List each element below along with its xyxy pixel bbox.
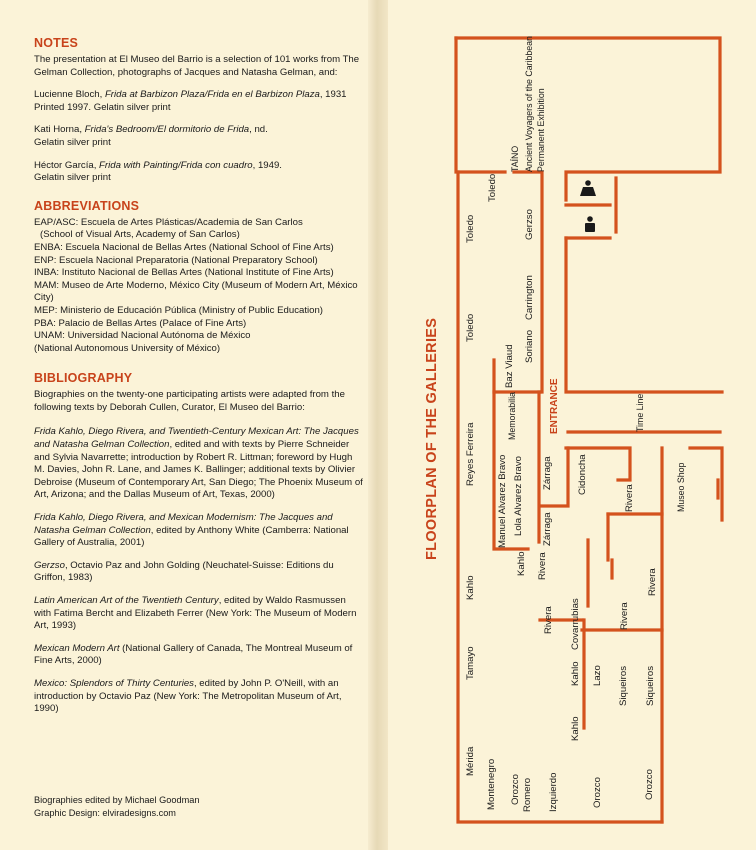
abbreviation-item: (School of Visual Arts, Academy of San Carlos) bbox=[40, 229, 240, 241]
artist-label: Manuel Alvarez Bravo bbox=[497, 454, 508, 548]
artist-label: Montenegro bbox=[486, 758, 497, 810]
artist-label: Orozco bbox=[592, 777, 603, 808]
museo-shop-label: Museo Shop bbox=[676, 462, 686, 512]
abbreviation-item: MEP: Ministerio de Educación Pública (Ministry of Public Education) bbox=[34, 304, 324, 316]
artist-label: Baz Viaud bbox=[504, 344, 515, 388]
taino-subtitle: Ancient Voyagers of the Caribbean bbox=[524, 36, 534, 172]
artist-label: Gerzso bbox=[524, 209, 535, 240]
abbreviation-item: INBA: Instituto Nacional de Bellas Artes (National Institute of Fine Arts) bbox=[34, 267, 334, 279]
artist-label: Carrington bbox=[524, 275, 535, 320]
abbreviation-item: ENBA: Escuela Nacional de Bellas Artes (National School of Fine Arts) bbox=[34, 241, 334, 253]
artist-label: Tamayo bbox=[465, 646, 476, 680]
notes-intro: The presentation at El Museo del Barrio is a selection of 101 works from The Gelman Collection, photographs of Jacques and Natasha Gelman, and: bbox=[34, 54, 360, 78]
abbreviation-item: UNAM: Universidad Nacional Autónoma de México bbox=[34, 330, 251, 342]
artist-label: Toledo bbox=[487, 173, 498, 202]
abbreviation-item: (National Autonomous University of México) bbox=[34, 342, 221, 354]
memorabilia-label: Memorabilia bbox=[507, 392, 517, 440]
artist-label: Cidoncha bbox=[577, 454, 588, 495]
artist-label: Siqueiros bbox=[618, 666, 629, 706]
artist-label: Siqueiros bbox=[645, 666, 656, 706]
artist-label: Orozco bbox=[644, 769, 655, 800]
artist-label: Kahlo bbox=[465, 575, 476, 600]
artist-label: Lola Alvarez Bravo bbox=[513, 456, 524, 536]
artist-label: Toledo bbox=[465, 214, 476, 243]
artist-label: Soriano bbox=[524, 329, 535, 363]
artist-label: Kahlo bbox=[570, 661, 581, 686]
artist-label: Rivera bbox=[537, 552, 548, 580]
artist-label: Izquierdo bbox=[548, 772, 559, 812]
abbreviation-item: EAP/ASC: Escuela de Artes Plásticas/Academia de San Carlos bbox=[34, 216, 303, 228]
artist-label: Orozco bbox=[510, 774, 521, 805]
artist-label: Rivera bbox=[647, 568, 658, 596]
bibliography-heading: BIBLIOGRAPHY bbox=[34, 371, 133, 386]
artist-label: Rivera bbox=[624, 484, 635, 512]
artist-label: Rivera bbox=[543, 606, 554, 634]
artist-label: Zárraga bbox=[542, 512, 553, 546]
entrance-label: ENTRANCE bbox=[549, 378, 560, 434]
notes-entry: Héctor García, Frida with Painting/Frida con cuadro, 1949. Gelatin silver print bbox=[34, 159, 282, 184]
floorplan-walls bbox=[456, 38, 722, 822]
bibliography-entry: Mexican Modern Art (National Gallery of Canada, The Montreal Museum of Fine Arts, 2000) bbox=[34, 642, 353, 667]
abbreviation-item: MAM: Museo de Arte Moderno, México City (Museum of Modern Art, México City) bbox=[34, 279, 358, 304]
bibliography-intro: Biographies on the twenty-one participating artists were adapted from the following texts by Deborah Cullen, Curator, El Museo del Barrio: bbox=[34, 389, 345, 413]
floorplan-title: FLOORPLAN OF THE GALLERIES bbox=[424, 317, 440, 560]
notes-heading: NOTES bbox=[34, 36, 79, 50]
abbreviation-item: ENP: Escuela Nacional Preparatoria (National Preparatory School) bbox=[34, 254, 318, 266]
artist-label: Toledo bbox=[465, 313, 476, 342]
bibliography-entry: Gerzso, Octavio Paz and John Golding (Neuchatel-Suisse: Editions du Griffon, 1983) bbox=[34, 559, 334, 584]
abbreviations-heading: ABBREVIATIONS bbox=[34, 198, 140, 213]
artist-label: Lazo bbox=[592, 665, 603, 686]
design-credit: Graphic Design: elviradesigns.com bbox=[34, 808, 176, 818]
restroom-men-icon bbox=[585, 216, 595, 232]
taino-label: TAÍNO bbox=[510, 145, 520, 172]
restroom-women-icon bbox=[580, 180, 596, 196]
artist-label: Romero bbox=[522, 777, 533, 812]
notes-entry: Kati Horna, Frida's Bedroom/El dormitorio de Frida, nd. Gelatin silver print bbox=[34, 124, 268, 148]
artist-label: Covarrubias bbox=[570, 598, 581, 650]
artist-label: Mérida bbox=[465, 746, 476, 776]
artist-label: Kahlo bbox=[516, 551, 527, 576]
bibliography-entry: Frida Kahlo, Diego Rivera, and Mexican Modernism: The Jacques and Natasha Gelman Collection, edited by Anthony White (Camberra: National Gallery of Australia, 2001) bbox=[34, 512, 349, 549]
artist-label: Reyes Ferreira bbox=[465, 422, 476, 486]
artist-label: Kahlo bbox=[570, 716, 581, 741]
notes-entry: Lucienne Bloch, Frida at Barbizon Plaza/Frida en el Barbizon Plaza, 1931 Printed 1997. Gelatin silver print bbox=[34, 89, 347, 113]
artist-label: Rivera bbox=[619, 602, 630, 630]
abbreviation-item: PBA: Palacio de Bellas Artes (Palace of Fine Arts) bbox=[34, 317, 247, 329]
biographies-credit: Biographies edited by Michael Goodman bbox=[34, 795, 200, 805]
artist-label: Zárraga bbox=[542, 456, 553, 490]
timeline-label: Time Line bbox=[635, 393, 645, 432]
bibliography-entry: Frida Kahlo, Diego Rivera, and Twentieth-Century Mexican Art: The Jacques and Natasha Gelman Collection, edited and with texts by Pierre Schneider and Sylvia Navarrette; introduction by Robert R. Littman; foreword by Hugh M. Davies, John R. Lane, and James K. Ballinger; additional texts by Olivier Debroise (Museum of Contemporary Art, San Diego; The Phoenix Museum of Art, Arizona; and the Dallas Museum of Art, Texas, 2000) bbox=[34, 426, 363, 501]
bibliography-entry: Latin American Art of the Twentieth Century, edited by Waldo Rasmussen with Fatima Bercht and Elizabeth Ferrer (New York: The Museum of Modern Art, 1993) bbox=[34, 595, 357, 632]
bibliography-entry: Mexico: Splendors of Thirty Centuries, edited by John P. O'Neill, with an introduction by Octavio Paz (New York: The Metropolitan Museum of Art, 1990) bbox=[34, 677, 342, 715]
taino-subtitle: Permanent Exhibition bbox=[536, 88, 546, 172]
